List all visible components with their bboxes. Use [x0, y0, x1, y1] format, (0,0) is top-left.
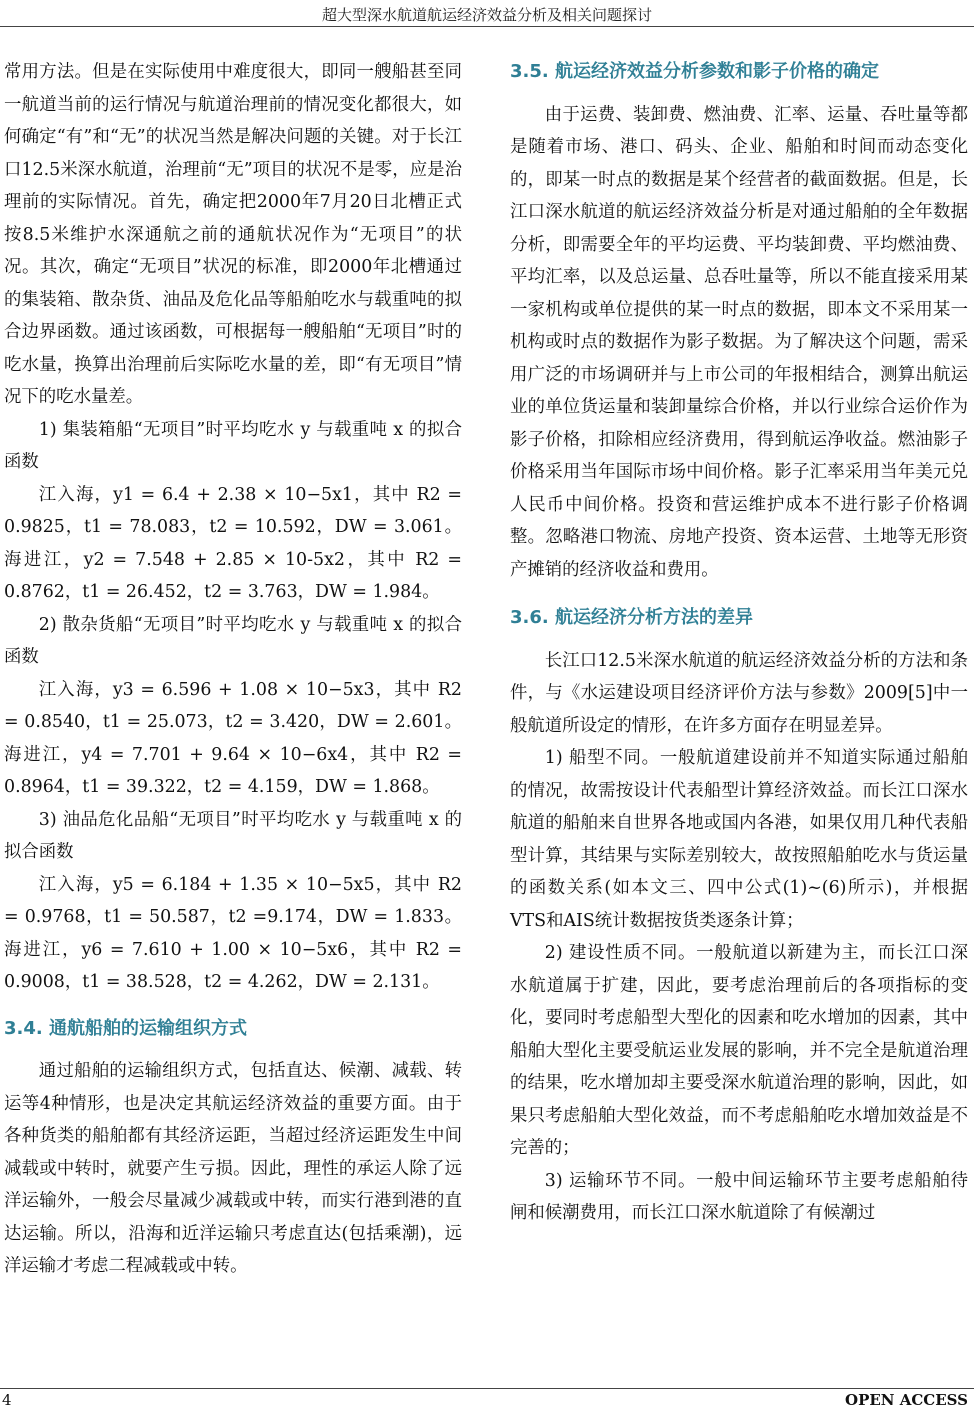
- section-heading-3-6: 3.6. 航运经济分析方法的差异: [510, 607, 753, 628]
- header-divider: [0, 26, 974, 27]
- paragraph: 2) 建设性质不同。一般航道以新建为主，而长江口深水航道属于扩建，因此，要考虑治理前后的各项指标的变化，要同时考虑船型大型化的因素和吃水增加的因素，其中船舶大型化主要受航运业发展的影响，并不完全是航道治理的结果，吃水增加却主要受深水航道治理的影响，因此，如果只考虑船舶大型化效益，而不考虑船舶吃水增加效益是不完善的；: [510, 943, 968, 1158]
- right-column: [510, 56, 968, 1230]
- left-column: [4, 56, 462, 1283]
- formula-paragraph: 江入海，y1 = 6.4 + 2.38 × 10−5x1，其中 R2 = 0.9825，t1 = 78.083，t2 = 10.592，DW = 3.061。海进江，y2 = 7.548 + 2.85 × 10-5x2，其中 R2 = 0.8762，t1 = 26.452，t2 = 3.763，DW = 1.984。: [4, 484, 462, 602]
- paragraph: 由于运费、装卸费、燃油费、汇率、运量、吞吐量等都是随着市场、港口、码头、企业、船舶和时间而动态变化的，即某一时点的数据是某个经营者的截面数据。但是，长江口深水航道的航运经济效益分析是对通过船舶的全年数据分析，即需要全年的平均运费、平均装卸费、平均燃油费、平均汇率，以及总运量、总吞吐量等，所以不能直接采用某一家机构或单位提供的某一时点的数据，即本文不采用某一机构或时点的数据作为影子数据。为了解决这个问题，需采用广泛的市场调研并与上市公司的年报相结合，测算出航运业的单位货运量和装卸量综合价格，并以行业综合运价作为影子价格，扣除相应经济费用，得到航运净收益。燃油影子价格采用当年国际市场中间价格。影子汇率采用当年美元兑人民币中间价格。投资和营运维护成本不进行影子价格调整。忽略港口物流、房地产投资、资本运营、土地等无形资产摊销的经济收益和费用。: [510, 104, 968, 580]
- page-number: 4: [2, 1391, 12, 1409]
- footer-divider: [0, 1388, 974, 1389]
- paragraph: 通过船舶的运输组织方式，包括直达、候潮、减载、转运等4种情形，也是决定其航运经济效益的重要方面。由于各种货类的船舶都有其经济运距，当超过经济运距发生中间减载或中转时，就要产生亏损。因此，理性的承运人除了远洋运输外，一般会尽量减少减载或中转，而实行港到港的直达运输。所以，沿海和近洋运输只考虑直达(包括乘潮)，远洋运输才考虑二程减载或中转。: [4, 1061, 462, 1276]
- section-heading-3-5: 3.5. 航运经济效益分析参数和影子价格的确定: [510, 61, 879, 82]
- formula-paragraph: 江入海，y5 = 6.184 + 1.35 × 10−5x5，其中 R2 = 0.9768，t1 = 50.587，t2 =9.174，DW = 1.833。海进江，y6 = 7.610 + 1.00 × 10−5x6，其中 R2 = 0.9008，t1 = 38.528，t2 = 4.262，DW = 2.131。: [4, 874, 462, 992]
- paragraph: 3) 运输环节不同。一般中间运输环节主要考虑船舶待闸和候潮费用，而长江口深水航道除了有候潮过: [510, 1170, 968, 1223]
- running-header: 超大型深水航道航运经济效益分析及相关问题探讨: [321, 6, 652, 24]
- paragraph: 3) 油品危化品船“无项目”时平均吃水 y 与载重吨 x 的拟合函数: [4, 809, 462, 862]
- formula-paragraph: 江入海，y3 = 6.596 + 1.08 × 10−5x3，其中 R2 = 0.8540，t1 = 25.073，t2 = 3.420，DW = 2.601。海进江，y4 = 7.701 + 9.64 × 10−6x4，其中 R2 = 0.8964，t1 = 39.322，t2 = 4.159，DW = 1.868。: [4, 679, 462, 797]
- paragraph: 2) 散杂货船“无项目”时平均吃水 y 与载重吨 x 的拟合函数: [4, 614, 462, 667]
- paragraph: 1) 船型不同。一般航道建设前并不知道实际通过船舶的情况，故需按设计代表船型计算经济效益。而长江口深水航道的船舶来自世界各地或国内各港，如果仅用几种代表船型计算，其结果与实际差别较大，故按照船舶吃水与货运量的函数关系(如本文三、四中公式(1)~(6)所示)，并根据VTS和AIS统计数据按货类逐条计算；: [510, 748, 968, 931]
- open-access-label: OPEN ACCESS: [845, 1391, 968, 1409]
- paragraph: 1) 集装箱船“无项目”时平均吃水 y 与载重吨 x 的拟合函数: [4, 419, 462, 472]
- paragraph: 长江口12.5米深水航道的航运经济效益分析的方法和条件，与《水运建设项目经济评价方法与参数》2009[5]中一般航道所设定的情形，在许多方面存在明显差异。: [510, 650, 968, 736]
- paragraph: 常用方法。但是在实际使用中难度很大，即同一艘船甚至同一航道当前的运行情况与航道治理前的情况变化都很大，如何确定“有”和“无”的状况当然是解决问题的关键。对于长江口12.5米深水航道，治理前“无”项目的状况不是零，应是治理前的实际情况。首先，确定把2000年7月20日北槽正式按8.5米维护水深通航之前的通航状况作为“无项目”的状况。其次，确定“无项目”状况的标准，即2000年北槽通过的集装箱、散杂货、油品及危化品等船舶吃水与载重吨的拟合边界函数。通过该函数，可根据每一艘船舶“无项目”时的吃水量，换算出治理前后实际吃水量的差，即“有无项目”情况下的吃水量差。: [4, 62, 462, 407]
- section-heading-3-4: 3.4. 通航船舶的运输组织方式: [4, 1017, 247, 1039]
